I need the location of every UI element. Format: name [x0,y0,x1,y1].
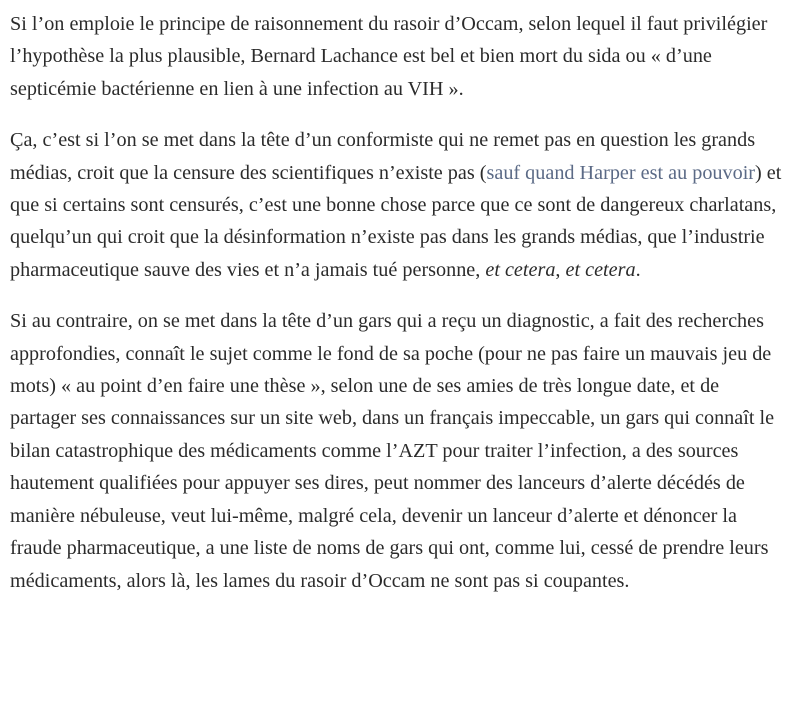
paragraph-occam [10,8,786,105]
harper-censorship-link[interactable]: sauf quand Harper est au pouvoir [486,161,756,184]
paragraph-conformist [10,124,786,286]
paragraph-contrary-text: Si au contraire, on se met dans la tête d’un gars qui a reçu un diagnostic, a fait des recherches approfondies, connaît le sujet comme le fond de sa poche (pour ne pas faire un mauvais jeu de mots) « au point d’en faire une thèse », selon une de ses amies de très longue date, et de partager ses connaissances sur un site web, dans un français impeccable, un gars qui connaît le bilan catastrophique des médicaments comme l’AZT pour traiter l’infection, a des sources hautement qualifiées pour appuyer ses dires, peut nommer des lanceurs d’alerte décédés de manière nébuleuse, veut lui-même, malgré cela, devenir un lanceur d’alerte et dénoncer la fraude pharmaceutique, a une liste de noms de gars qui ont, comme lui, cessé de prendre leurs médicaments, alors là, les lames du rasoir d’Occam ne sont pas si coupantes. [10,310,775,592]
paragraph-end-period: . [635,258,641,281]
separator-text: , [555,258,566,281]
paragraph-contrary [10,305,786,597]
et-cetera-italic-1: et cetera [485,258,556,281]
paragraph-conformist-text: Ça, c’est si l’on se met dans la tête d’un conformiste qui ne remet pas en question les grands médias, croit que la censure des scientifiques n’existe pas ( [10,129,756,184]
paragraph-occam-text: Si l’on emploie le principe de raisonnement du rasoir d’Occam, selon lequel il faut privilégier l’hypothèse la plus plausible, Bernard Lachance est bel et bien mort du sida ou « d’une septicémie bactérienne en lien à une infection au VIH ». [10,13,768,100]
paragraph-conformist-text-cont: ) et que si certains sont censurés, c’est une bonne chose parce que ce sont de dangereux charlatans, quelqu’un qui croit que la désinformation n’existe pas dans les grands médias, que l’industrie pharmaceutique sauve des vies et n’a jamais tué personne, [10,161,782,281]
article-body [10,8,786,616]
et-cetera-italic-2: et cetera [565,258,636,281]
